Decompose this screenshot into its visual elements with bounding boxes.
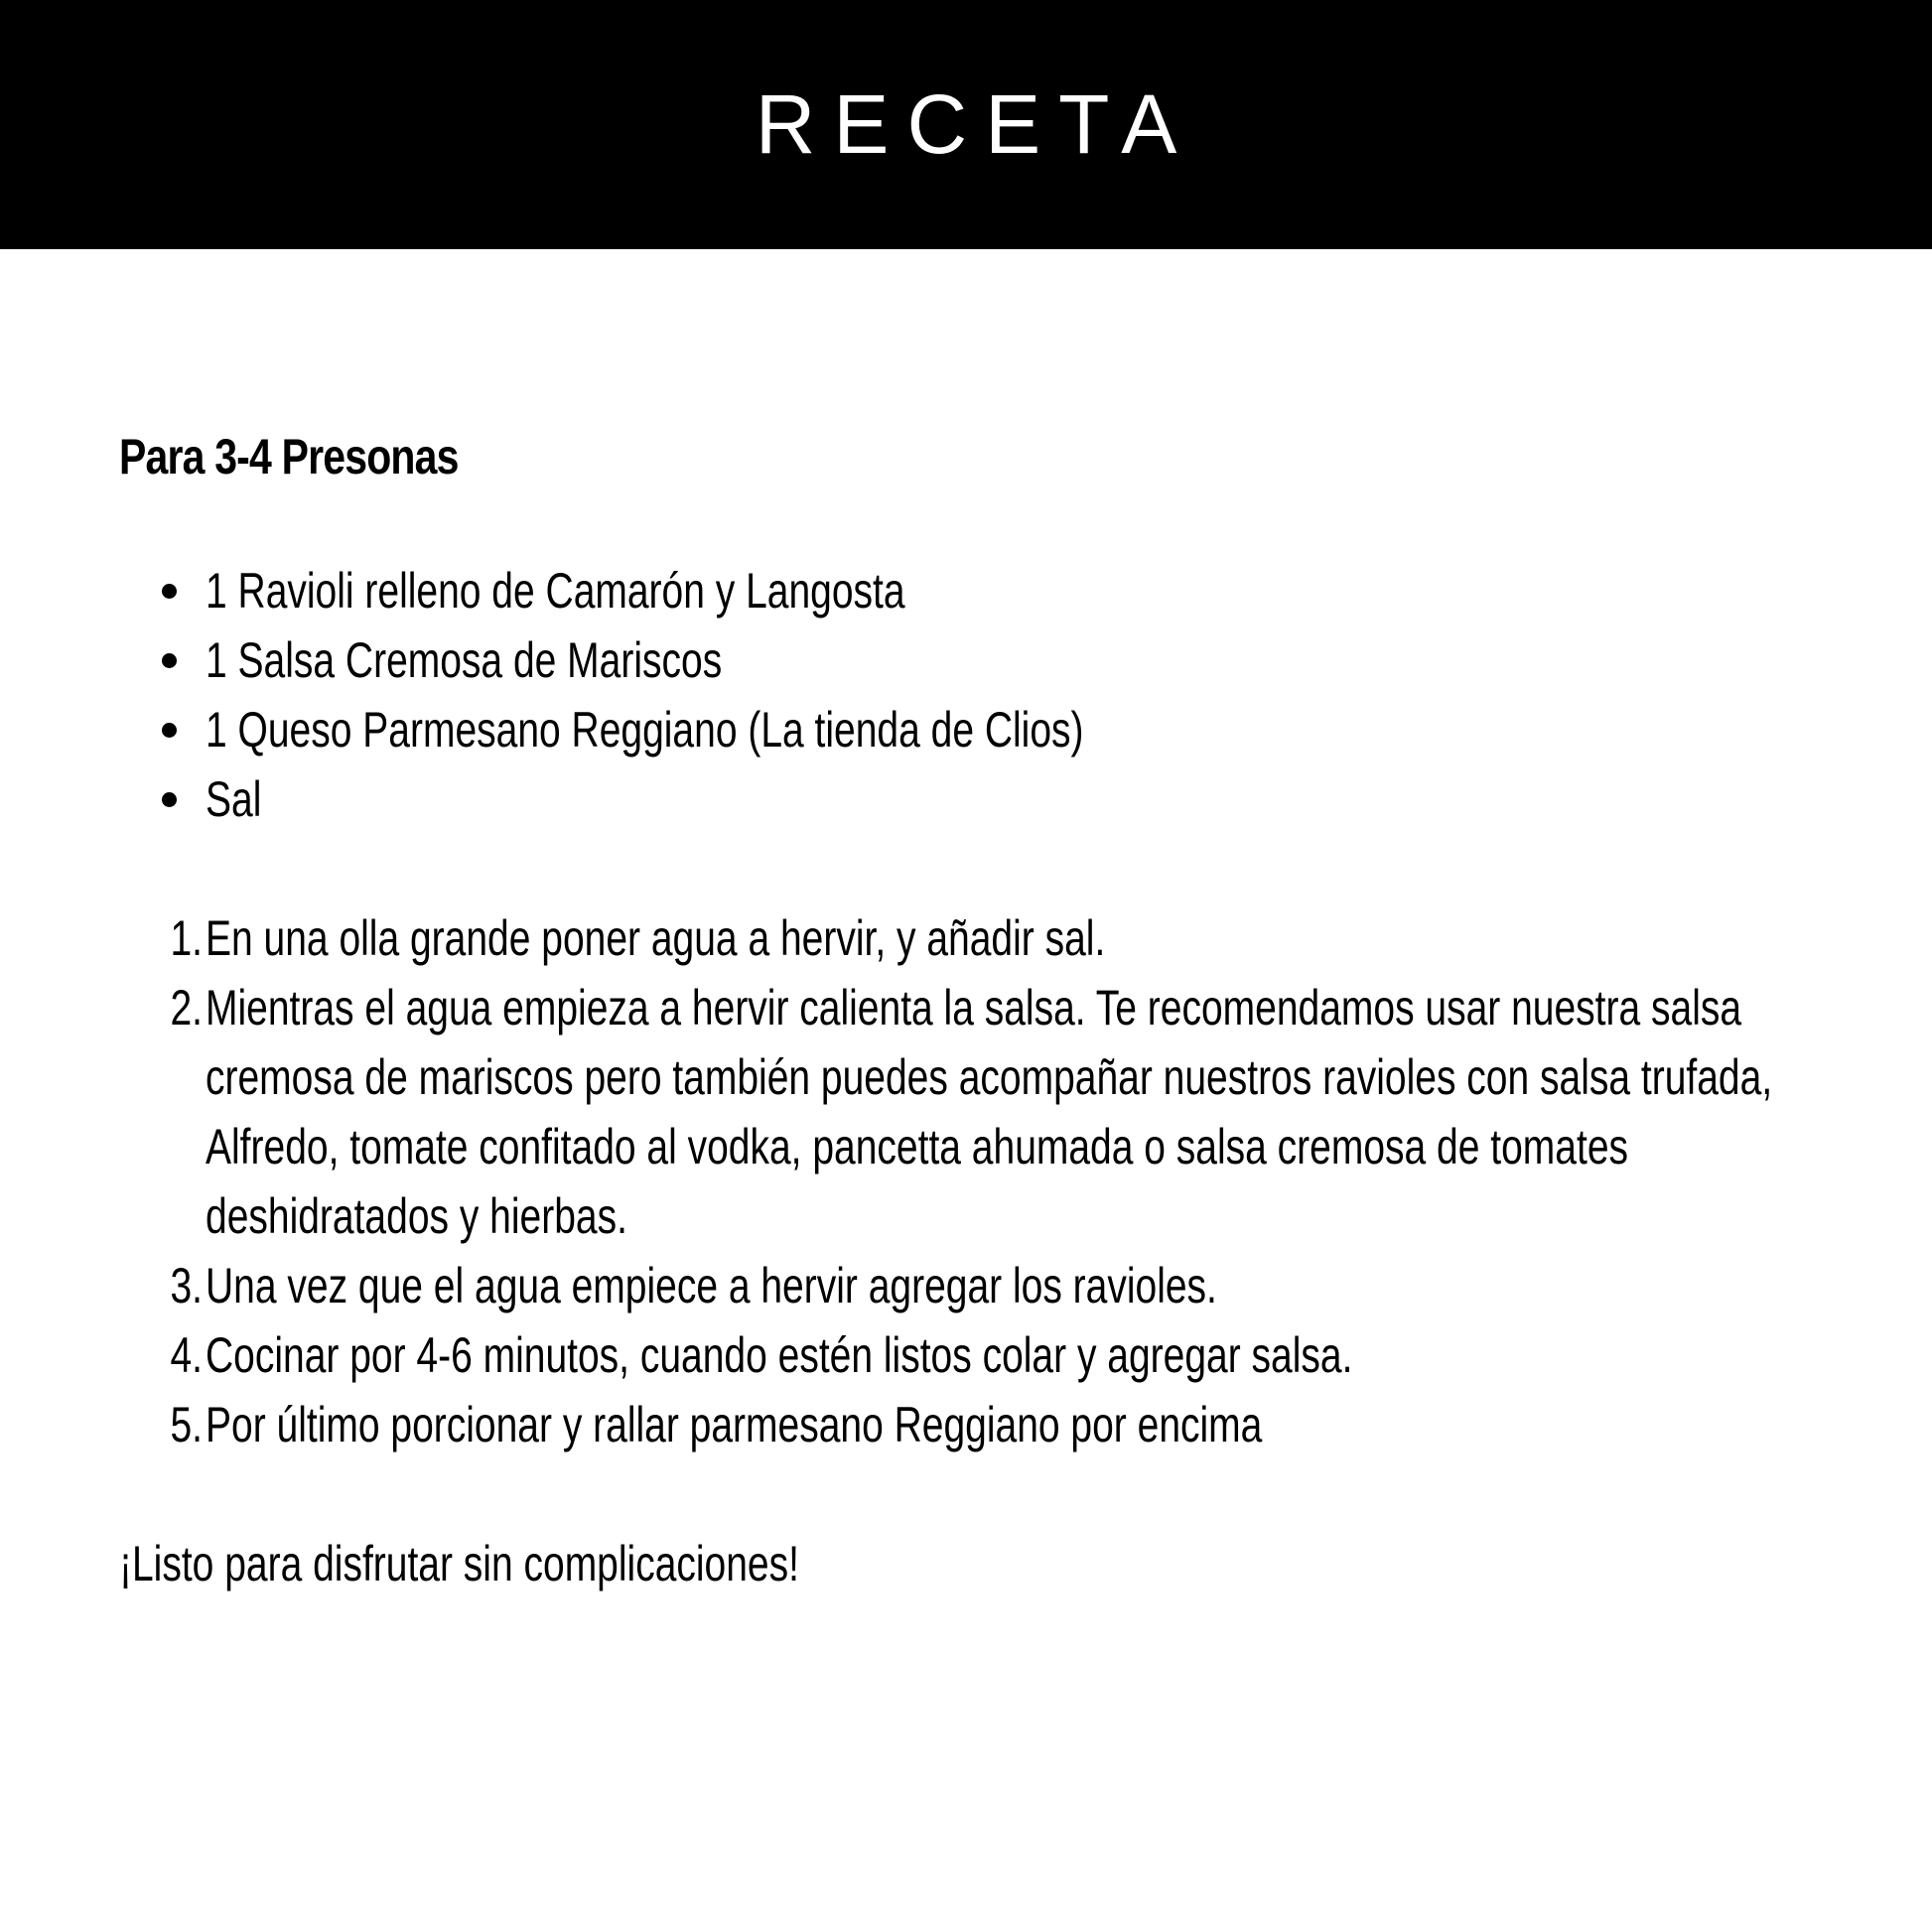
- bullet-icon: [162, 723, 177, 738]
- step-text: Mientras el agua empieza a hervir calienta la salsa. Te recomendamos usar nuestra salsa cremosa de mariscos pero también puedes acompañar nuestros ravioles con salsa trufada, Alfredo, tomate confitado al vodka, pancetta ahumada o salsa cremosa de tomates deshidratados y hierbas.: [206, 980, 1773, 1244]
- servings-heading: Para 3-4 Presonas: [119, 429, 459, 484]
- step-item: [119, 1251, 1827, 1320]
- step-item: [119, 1390, 1827, 1459]
- ingredient-item: [119, 625, 1827, 695]
- ingredient-item: [119, 695, 1827, 764]
- step-number: 5.: [170, 1397, 203, 1452]
- ingredient-text: 1 Salsa Cremosa de Mariscos: [206, 632, 723, 688]
- ingredient-text: Sal: [206, 771, 262, 827]
- step-text: Una vez que el agua empiece a hervir agregar los ravioles.: [206, 1258, 1217, 1313]
- step-item: [119, 973, 1827, 1251]
- ingredients-list: [119, 556, 1827, 834]
- header-banner: [0, 0, 1932, 249]
- steps-list: [119, 903, 1827, 1459]
- step-number: 4.: [170, 1327, 203, 1383]
- bullet-icon: [162, 792, 177, 807]
- step-text: Cocinar por 4-6 minutos, cuando estén listos colar y agregar salsa.: [206, 1327, 1353, 1383]
- step-text: Por último porcionar y rallar parmesano Reggiano por encima: [206, 1397, 1263, 1452]
- recipe-content: [119, 417, 1827, 1598]
- step-text: En una olla grande poner agua a hervir, y añadir sal.: [206, 910, 1106, 966]
- step-item: [119, 903, 1827, 973]
- bullet-icon: [162, 653, 177, 668]
- step-item: [119, 1320, 1827, 1390]
- ingredient-text: 1 Ravioli relleno de Camarón y Langosta: [206, 563, 905, 619]
- step-number: 2.: [170, 980, 203, 1035]
- step-number: 3.: [170, 1258, 203, 1313]
- step-number: 1.: [170, 910, 203, 966]
- ingredient-item: [119, 764, 1827, 834]
- bullet-icon: [162, 584, 177, 599]
- ingredient-item: [119, 556, 1827, 625]
- ingredient-text: 1 Queso Parmesano Reggiano (La tienda de Clios): [206, 702, 1084, 758]
- closing-note: ¡Listo para disfrutar sin complicaciones!: [119, 1536, 799, 1591]
- page-title: RECETA: [755, 77, 1195, 171]
